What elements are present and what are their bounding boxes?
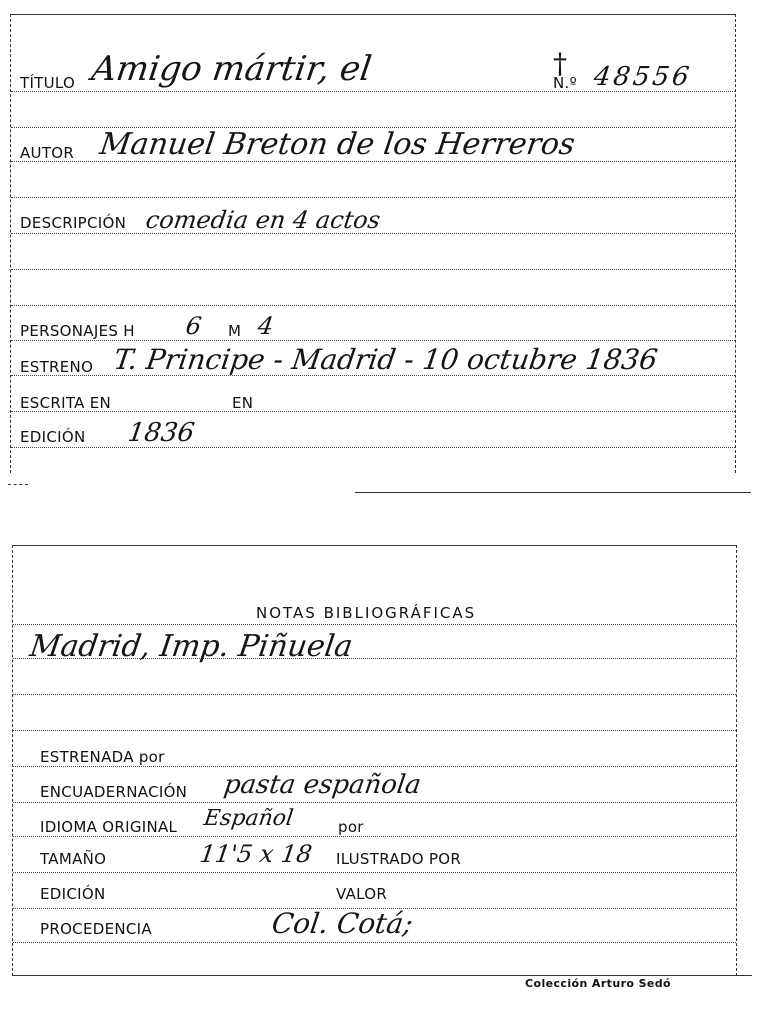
numero-label: N.º xyxy=(553,74,577,92)
tamano-label: TAMAÑO xyxy=(40,850,107,868)
ruled-line xyxy=(13,624,736,625)
notas-heading: NOTAS BIBLIOGRÁFICAS xyxy=(256,604,477,622)
ruled-line xyxy=(11,197,735,198)
encuadernacion-value: pasta española xyxy=(221,770,423,800)
por-label: por xyxy=(338,818,364,836)
estreno-value: T. Principe - Madrid - 10 octubre 1836 xyxy=(111,343,660,376)
ruled-line xyxy=(11,269,735,270)
ruled-line xyxy=(11,305,735,306)
notes-value: Madrid, Imp. Piñuela xyxy=(27,629,355,664)
titulo-value: Amigo mártir, el xyxy=(89,49,374,89)
descripcion-label: DESCRIPCIÓN xyxy=(20,214,127,232)
collection-footer: Colección Arturo Sedó xyxy=(525,977,671,990)
ruled-line xyxy=(13,942,736,943)
separator-tick xyxy=(8,484,28,485)
ruled-line xyxy=(11,340,735,341)
tamano-value: 11'5 x 18 xyxy=(198,840,314,868)
encuadernacion-label: ENCUADERNACIÓN xyxy=(40,783,188,801)
edicion-bottom-label: EDICIÓN xyxy=(40,885,106,903)
idioma-value: Español xyxy=(202,806,295,831)
ruled-line xyxy=(13,766,736,767)
personajes-m-value: 4 xyxy=(256,312,276,340)
idioma-label: IDIOMA ORIGINAL xyxy=(40,818,178,836)
separator-rule xyxy=(355,492,751,493)
autor-label: AUTOR xyxy=(20,144,75,162)
cross-mark: † xyxy=(553,47,567,80)
ruled-line xyxy=(13,694,736,695)
numero-value: 48556 xyxy=(591,62,694,92)
ruled-line xyxy=(11,447,735,448)
procedencia-value: Col. Cotá; xyxy=(269,907,416,940)
ruled-line xyxy=(13,802,736,803)
estrenada-label: ESTRENADA por xyxy=(40,748,165,766)
personajes-label: PERSONAJES H xyxy=(20,322,135,340)
ilustrado-label: ILUSTRADO POR xyxy=(336,850,462,868)
procedencia-label: PROCEDENCIA xyxy=(40,920,152,938)
ruled-line xyxy=(11,411,735,412)
titulo-label: TÍTULO xyxy=(20,74,76,92)
en-label: EN xyxy=(232,394,254,412)
descripcion-value: comedia en 4 actos xyxy=(144,206,383,234)
bottom-rule xyxy=(12,975,752,976)
personajes-m-label: M xyxy=(228,322,242,340)
edicion-label: EDICIÓN xyxy=(20,428,86,446)
personajes-h-value: 6 xyxy=(184,312,204,340)
edicion-value: 1836 xyxy=(125,418,197,448)
ruled-line xyxy=(13,872,736,873)
ruled-line xyxy=(13,836,736,837)
valor-label: VALOR xyxy=(336,885,388,903)
escrita-en-label: ESCRITA EN xyxy=(20,394,112,412)
autor-value: Manuel Breton de los Herreros xyxy=(97,127,578,162)
ruled-line xyxy=(13,730,736,731)
estreno-label: ESTRENO xyxy=(20,358,94,376)
